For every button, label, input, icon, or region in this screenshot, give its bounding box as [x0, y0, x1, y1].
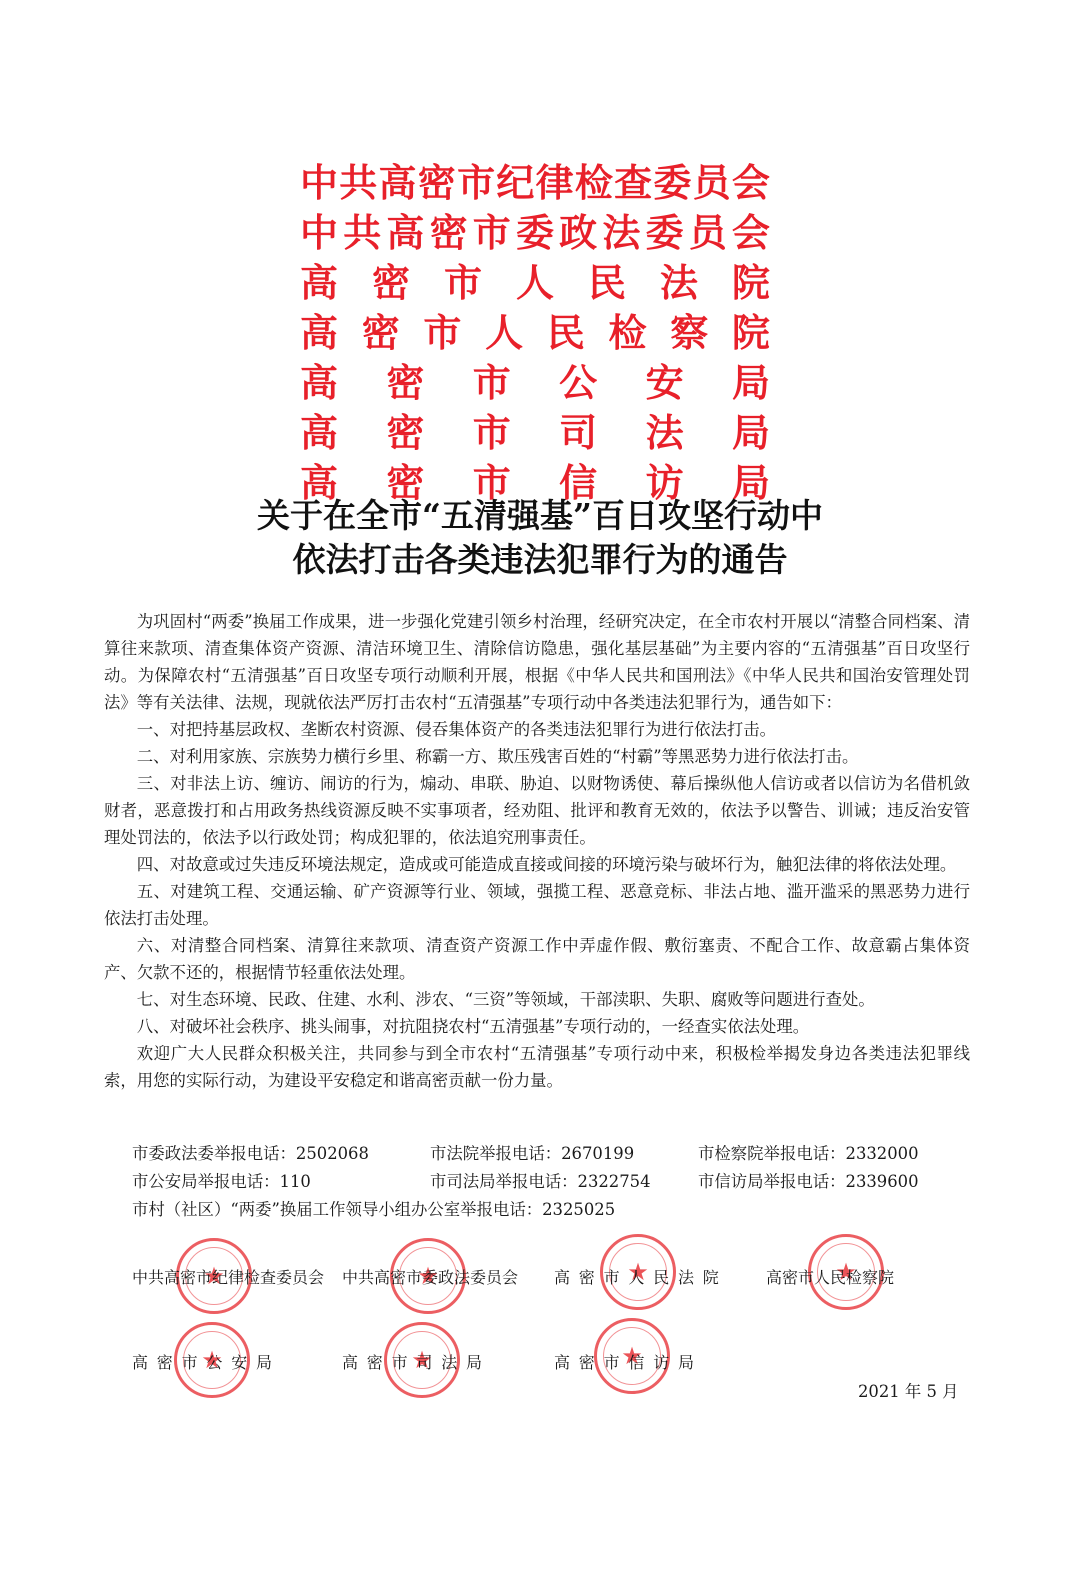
issuer-char: 局	[731, 460, 770, 505]
issuer-court	[300, 258, 770, 308]
body-paragraph-closing: 欢迎广大人民群众积极关注，共同参与到全市农村“五清强基”专项行动中来，积极检举揭发身边各类违法犯罪线索，用您的实际行动，为建设平安稳定和谐高密贡献一份力量。	[104, 1044, 970, 1090]
notice-title-line-1: 关于在全市“五清强基”百日攻坚行动中	[257, 496, 823, 535]
issuer-char: 纪	[496, 160, 535, 205]
issuer-char: 高	[300, 360, 339, 405]
signature-justice-bureau: 高密市司法局	[342, 1353, 491, 1372]
issuer-char: 共	[339, 160, 378, 205]
issuer-char: 密	[417, 160, 456, 205]
issuer-char: 司	[559, 410, 598, 455]
issuer-char: 委	[653, 160, 692, 205]
issuer-char: 法	[659, 260, 698, 305]
official-seal	[808, 1234, 884, 1310]
issuer-char: 市	[443, 260, 482, 305]
body-paragraph-item-6: 六、对清整合同档案、清算往来款项、清查资产资源工作中弄虚作假、敷衍塞责、不配合工作、故意霸占集体资产、欠款不还的，根据情节轻重依法处理。	[104, 936, 970, 982]
issuer-char: 民	[546, 310, 585, 355]
issuer-char: 市	[423, 310, 462, 355]
issuer-char: 市	[457, 160, 496, 205]
issuer-char: 中	[300, 160, 339, 205]
hotline-political-legal: 市委政法委举报电话：2502068	[132, 1144, 369, 1163]
signature-court: 高密市人民法院	[554, 1268, 728, 1287]
hotline-election-office: 市村（社区）“两委”换届工作领导小组办公室举报电话：2325025	[132, 1200, 616, 1219]
official-seal	[390, 1238, 466, 1314]
issuer-char: 中	[300, 210, 339, 255]
issuer-char: 密	[386, 410, 425, 455]
issuer-char: 员	[692, 160, 731, 205]
hotline-court: 市法院举报电话：2670199	[430, 1144, 635, 1163]
issuer-char: 委	[645, 210, 684, 255]
issuer-char: 高	[300, 460, 339, 505]
issuer-char: 共	[343, 210, 382, 255]
signature-petition-bureau: 高密市信访局	[554, 1353, 703, 1372]
body-paragraph-item-2: 二、对利用家族、宗族势力横行乡里、称霸一方、欺压残害百姓的“村霸”等黑恶势力进行依法打击。	[136, 747, 859, 766]
issuer-char: 员	[688, 210, 727, 255]
hotline-row	[132, 1140, 972, 1168]
hotline-row	[132, 1196, 972, 1224]
issuer-char: 查	[614, 160, 653, 205]
official-seal	[384, 1322, 460, 1398]
hotline-procuratorate: 市检察院举报电话：2332000	[698, 1144, 919, 1163]
body-paragraph-intro: 为巩固村“两委”换届工作成果，进一步强化党建引领乡村治理，经研究决定，在全市农村开展以“清整合同档案、清算往来款项、清查集体资产资源、清洁环境卫生、清除信访隐患，强化基层基础”为主要内容的“五清强基”百日攻坚行动。为保障农村“五清强基”百日攻坚专项行动顺利开展，根据《中华人民共和国刑法》《中华人民共和国治安管理处罚法》等有关法律、法规，现就依法严厉打击农村“五清强基”专项行动中各类违法犯罪行为，通告如下：	[104, 612, 970, 712]
signature-procuratorate: 高密市人民检察院	[766, 1268, 895, 1287]
official-seal	[176, 1238, 252, 1314]
issuer-char: 密	[386, 460, 425, 505]
body-paragraph-item-1: 一、对把持基层政权、垄断农村资源、侵吞集体资产的各类违法犯罪行为进行依法打击。	[136, 720, 777, 739]
issuer-char: 委	[515, 210, 554, 255]
body-paragraph-item-5: 五、对建筑工程、交通运输、矿产资源等行业、领域，强揽工程、恶意竞标、非法占地、滥开滥采的黑恶势力进行依法打击处理。	[104, 882, 970, 928]
issuer-char: 市	[472, 460, 511, 505]
issuer-discipline-commission	[300, 158, 770, 208]
issuer-char: 安	[645, 360, 684, 405]
issuer-char: 人	[515, 260, 554, 305]
issuer-char: 院	[731, 260, 770, 305]
issuer-char: 法	[602, 210, 641, 255]
issuer-char: 高	[300, 310, 339, 355]
signature-political-legal-committee: 中共高密市委政法委员会	[342, 1268, 519, 1287]
issuer-char: 密	[361, 310, 400, 355]
signature-discipline-commission: 中共高密市纪律检查委员会	[132, 1268, 325, 1287]
notice-body	[104, 608, 970, 1094]
issuer-char: 检	[574, 160, 613, 205]
body-paragraph-item-3: 三、对非法上访、缠访、闹访的行为，煽动、串联、胁迫、以财物诱使、幕后操纵他人信访或者以信访为名借机敛财者，恶意拨打和占用政务热线资源反映不实事项者，经劝阻、批评和教育无效的，依法予以警告、训诫；违反治安管理处罚法的，依法予以行政处罚；构成犯罪的，依法追究刑事责任。	[104, 774, 970, 847]
issuer-char: 局	[731, 410, 770, 455]
body-paragraph-item-8: 八、对破坏社会秩序、挑头闹事，对抗阻挠农村“五清强基”专项行动的，一经查实依法处理。	[136, 1017, 810, 1036]
body-paragraph-item-4: 四、对故意或过失违反环境法规定，造成或可能造成直接或间接的环境污染与破坏行为，触犯法律的将依法处理。	[136, 855, 957, 874]
issuer-public-security	[300, 358, 770, 408]
issuer-char: 会	[731, 210, 770, 255]
issuer-char: 局	[731, 360, 770, 405]
issuer-char: 律	[535, 160, 574, 205]
issuer-char: 信	[559, 460, 598, 505]
signature-public-security: 高密市公安局	[132, 1353, 281, 1372]
hotline-justice-bureau: 市司法局举报电话：2322754	[430, 1172, 651, 1191]
issuer-political-legal-committee	[300, 208, 770, 258]
issuer-char: 密	[371, 260, 410, 305]
issuer-header	[300, 158, 770, 508]
issuer-char: 市	[472, 210, 511, 255]
official-seal	[594, 1318, 670, 1394]
issuer-char: 高	[386, 210, 425, 255]
issuer-justice-bureau	[300, 408, 770, 458]
hotline-row	[132, 1168, 972, 1196]
report-hotlines	[132, 1140, 972, 1224]
issuer-char: 院	[731, 310, 770, 355]
issuer-char: 民	[587, 260, 626, 305]
issuer-char: 访	[645, 460, 684, 505]
issuer-char: 高	[378, 160, 417, 205]
issuer-char: 会	[731, 160, 770, 205]
official-seal	[600, 1234, 676, 1310]
issuer-char: 市	[472, 360, 511, 405]
issuer-char: 检	[608, 310, 647, 355]
notice-title-line-2: 依法打击各类违法犯罪行为的通告	[292, 540, 788, 579]
issuer-char: 政	[559, 210, 598, 255]
issuer-char: 密	[386, 360, 425, 405]
issue-date: 2021 年 5 月	[858, 1382, 959, 1401]
issuer-char: 人	[485, 310, 524, 355]
official-seal	[174, 1322, 250, 1398]
issuer-char: 公	[559, 360, 598, 405]
issuer-char: 高	[300, 410, 339, 455]
hotline-petition-bureau: 市信访局举报电话：2339600	[698, 1172, 919, 1191]
hotline-public-security: 市公安局举报电话：110	[132, 1172, 311, 1191]
issuer-char: 市	[472, 410, 511, 455]
issuer-procuratorate	[300, 308, 770, 358]
issuer-char: 法	[645, 410, 684, 455]
issuer-char: 高	[300, 260, 339, 305]
body-paragraph-item-7: 七、对生态环境、民政、住建、水利、涉农、“三资”等领域，干部渎职、失职、腐败等问题进行查处。	[136, 990, 875, 1009]
issuer-char: 察	[670, 310, 709, 355]
issuer-char: 密	[429, 210, 468, 255]
